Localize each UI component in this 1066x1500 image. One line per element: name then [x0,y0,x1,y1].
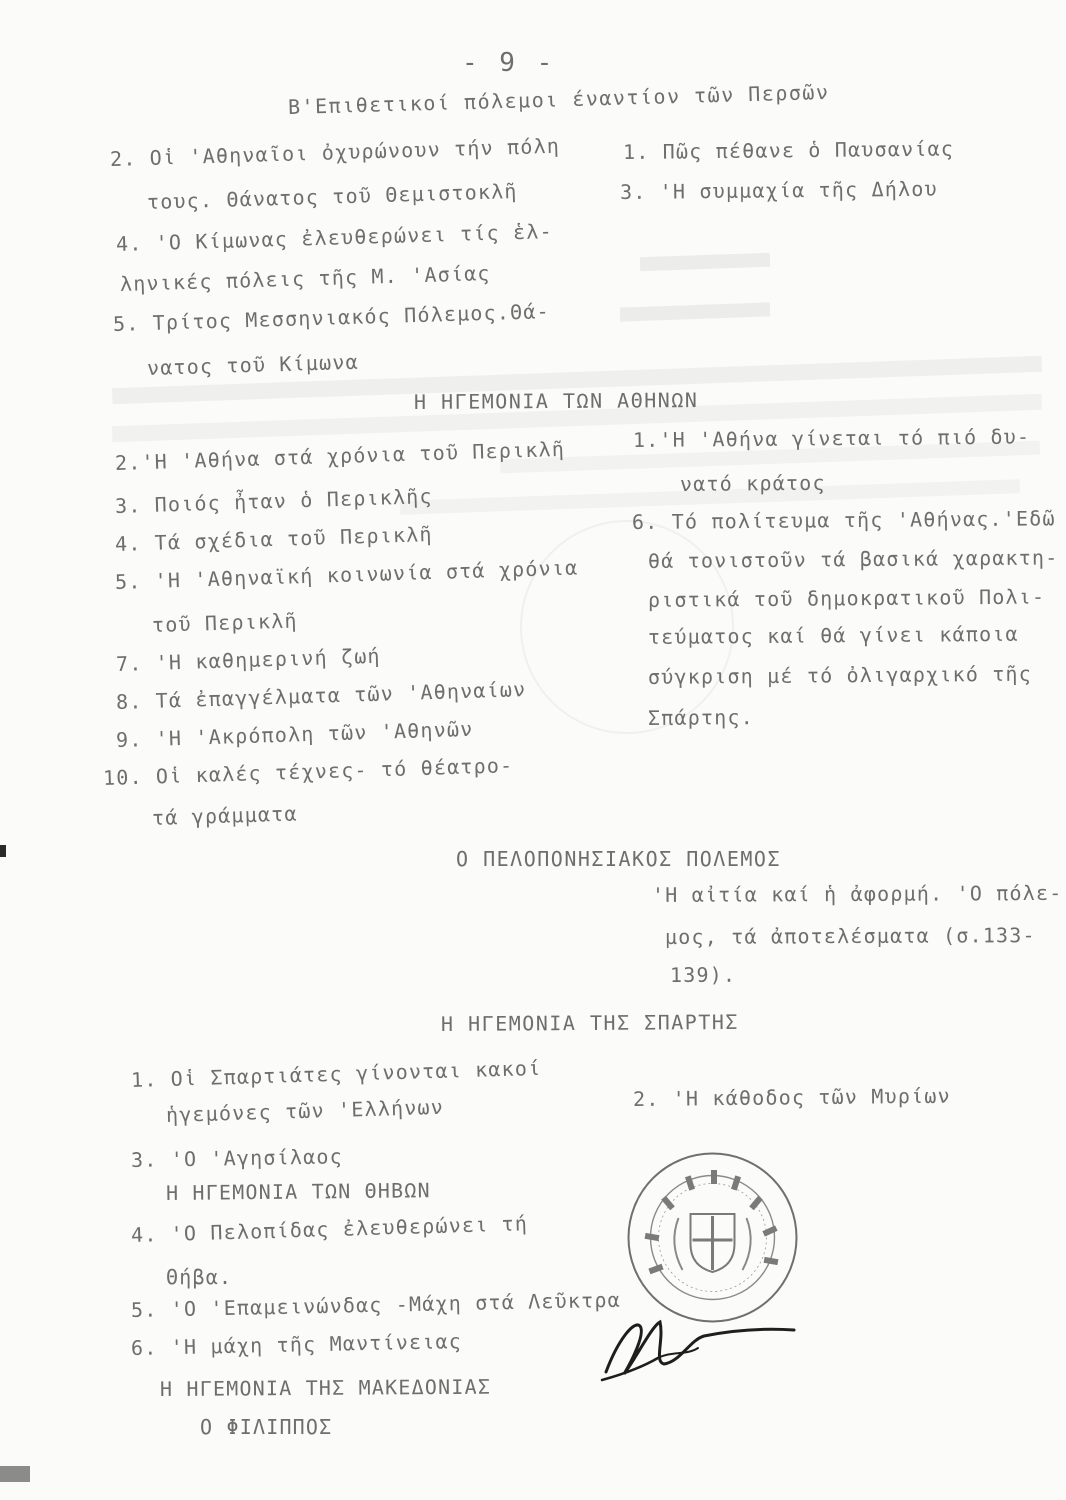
list-item: σύγκριση μέ τό ὀλιγαρχικό τῆς [647,661,1033,689]
list-item: 4. 'Ο Πελοπίδας ἐλευθερώνει τή [130,1211,529,1247]
list-item: 2.'Η 'Αθήνα στά χρόνια τοῦ Περικλῆ [114,436,566,475]
list-item: Ο ΦΙΛΙΠΠΟΣ [200,1415,333,1439]
list-item: 3. 'Η συμμαχία τῆς Δήλου [619,176,938,204]
list-item: 1.'Η 'Αθήνα γίνεται τό πιό δυ- [632,424,1031,452]
scan-mark [0,1466,30,1482]
page-number: - 9 - [462,48,556,78]
section-heading-persian-wars: Β'Επιθετικοί πόλεμοι έναντίον τῶν Περσῶν [287,79,830,119]
list-item: Η ΗΓΕΜΟΝΙΑ ΤΩΝ ΘΗΒΩΝ [165,1178,431,1205]
list-item: ληνικές πόλεις τῆς Μ. 'Ασίας [119,261,491,296]
list-item: 2. 'Η κάθοδος τῶν Μυρίων [632,1083,951,1111]
list-item: 1. Οἱ Σπαρτιάτες γίνονται κακοί [130,1055,542,1092]
list-item: ἡγεμόνες τῶν 'Ελλήνων [165,1094,445,1127]
list-item: τους. Θάνατος τοῦ Θεμιστοκλῆ [146,179,518,214]
list-item: 2. Οἱ 'Αθηναῖοι ὀχυρώνουν τήν πόλη [109,133,561,171]
list-item: 5. 'Η 'Αθηναϊκή κοινωνία στά χρόνια [114,555,579,594]
handwritten-signature [594,1300,804,1400]
list-item: τά γράμματα [151,801,298,830]
list-item: 4. Τά σχέδια τοῦ Περικλῆ [114,522,434,556]
list-item: θά τονιστοῦν τά βασικά χαρακτη- [647,545,1059,573]
list-item: νατό κράτος [679,470,826,496]
list-item: 10. Οἱ καλές τέχνες- τό θέατρο- [102,753,514,790]
list-item: 6. Τό πολίτευμα τῆς 'Αθήνας.'Εδῶ [631,506,1056,534]
list-item: 5. Τρίτος Μεσσηνιακός Πόλεμος.Θά- [112,299,551,336]
list-item: 4. 'Ο Κίμωνας ἐλευθερώνει τίς ἑλ- [115,219,554,256]
list-item: ριστικά τοῦ δημοκρατικοῦ Πολι- [647,584,1046,612]
section-heading-sparta: Η ΗΓΕΜΟΝΙΑ ΤΗΣ ΣΠΑΡΤΗΣ [440,1009,739,1036]
list-item: τεύματος καί θά γίνει κάποια [647,621,1019,649]
list-item: 3. 'Ο 'Αγησίλαος [130,1144,344,1172]
list-item: μος, τά ἀποτελέσματα (σ.133- [664,923,1036,949]
list-item: 3. Ποιός ἦταν ὁ Περικλῆς [114,484,434,518]
list-item: νατος τοῦ Κίμωνα [146,349,360,380]
list-item: 139). [669,962,737,987]
list-item: 5. 'Ο 'Επαμεινώνδας -Μάχη στά Λεῦκτρα [130,1287,622,1322]
list-item: Σπάρτης. [647,705,755,730]
list-item: 6. 'Η μάχη τῆς Μαντίνειας [130,1329,463,1360]
list-item: 'Η αἰτία καί ἡ ἀφορμή. 'Ο πόλε- [651,880,1063,907]
list-item: 8. Τά ἐπαγγέλματα τῶν 'Αθηναίων [115,677,527,714]
list-item: τοῦ Περικλῆ [151,608,298,637]
official-seal-stamp [625,1150,800,1325]
list-item: Η ΗΓΕΜΟΝΙΑ ΤΗΣ ΜΑΚΕΔΟΝΙΑΣ [159,1374,492,1401]
section-heading-peloponnesian-war: Ο ΠΕΛΟΠΟΝΗΣΙΑΚΟΣ ΠΟΛΕΜΟΣ [456,847,781,871]
section-heading-athens: Η ΗΓΕΜΟΝΙΑ ΤΩΝ ΑΘΗΝΩΝ [413,388,699,414]
list-item: 1. Πῶς πέθανε ὁ Παυσανίας [622,136,955,164]
list-item: 9. 'Η 'Ακρόπολη τῶν 'Αθηνῶν [115,716,474,752]
list-item: 7. 'Η καθημερινή ζωή [115,643,382,676]
list-item: Θήβα. [166,1265,233,1289]
scan-mark [0,845,6,857]
